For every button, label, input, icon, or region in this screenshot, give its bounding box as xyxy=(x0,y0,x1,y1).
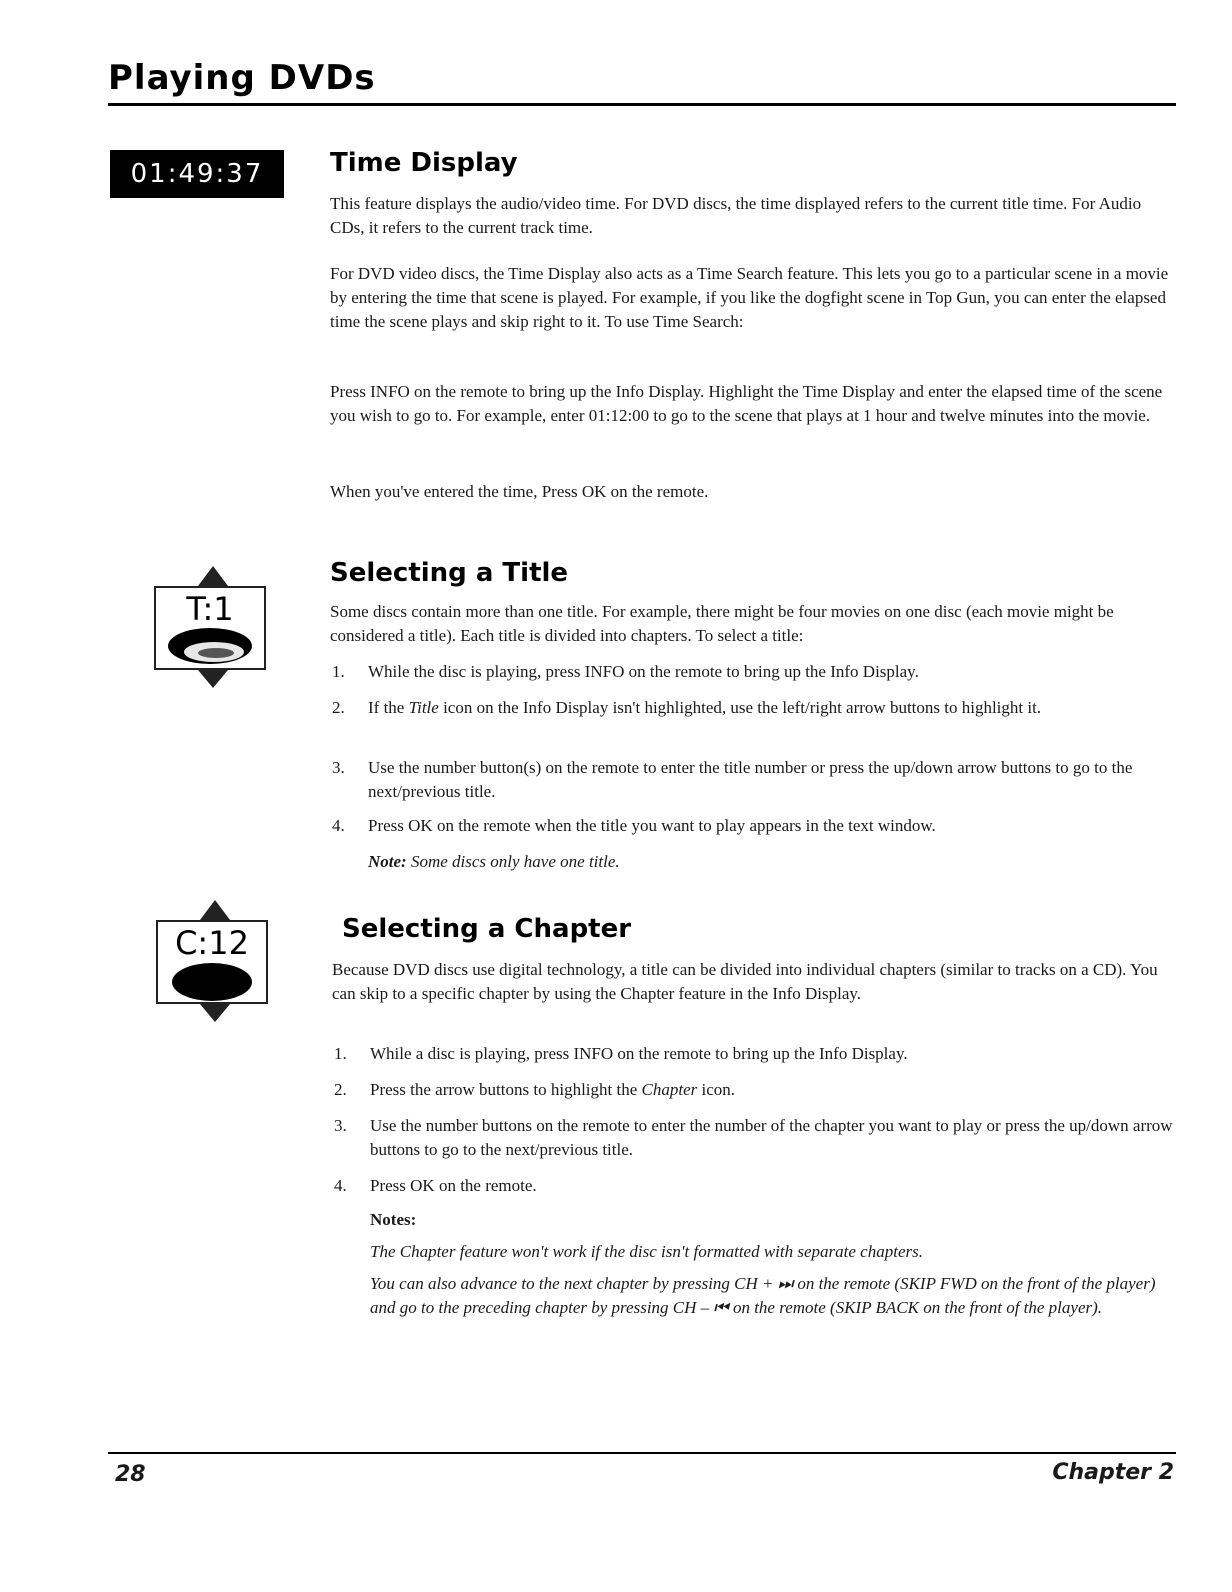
footer-rule xyxy=(108,1452,1176,1454)
list-number: 4. xyxy=(332,816,345,835)
list-item xyxy=(334,1042,1174,1066)
up-arrow-icon xyxy=(198,566,228,586)
list-text: Use the number button(s) on the remote to enter the title number or press the up/down arrow buttons to go to the next/previous title. xyxy=(368,758,1133,801)
title-heading: Selecting a Title xyxy=(330,558,569,588)
title-icon xyxy=(154,586,266,670)
page-title: Playing DVDs xyxy=(108,58,376,98)
chapter-note-2: You can also advance to the next chapter by pressing CH + ⏭ on the remote (SKIP FWD on the front of the player) and go to the preceding chapter by pressing CH – ⏮ on the remote (SKIP BACK on the front of the player). xyxy=(370,1274,1156,1317)
list-item xyxy=(334,1114,1184,1162)
down-arrow-icon xyxy=(198,670,228,688)
chapter-icon-label: C:12 xyxy=(175,924,249,962)
list-item xyxy=(332,756,1182,804)
chapter-label: Chapter 2 xyxy=(1052,1460,1174,1485)
time-display-p1: This feature displays the audio/video time. For DVD discs, the time displayed refers to the current title time. For Audio CDs, it refers to the current track time. xyxy=(330,194,1142,237)
list-item xyxy=(332,696,1172,744)
title-rule xyxy=(108,103,1176,106)
list-text: Press OK on the remote. xyxy=(370,1176,537,1195)
chapter-heading: Selecting a Chapter xyxy=(342,914,632,944)
title-intro: Some discs contain more than one title. For example, there might be four movies on one disc (each movie might be considered a title). Each title is divided into chapters. To select a title: xyxy=(330,602,1114,645)
notes-label: Notes: xyxy=(370,1210,417,1229)
time-readout: 01:49:37 xyxy=(110,150,284,198)
chapter-icon xyxy=(156,920,268,1004)
list-item xyxy=(334,1078,1174,1102)
down-arrow-icon xyxy=(200,1004,230,1022)
list-text: Press the arrow buttons to highlight the Chapter icon. xyxy=(370,1080,736,1099)
list-text: Press OK on the remote when the title you want to play appears in the text window. xyxy=(368,816,936,835)
list-item xyxy=(332,660,1172,684)
list-text: If the Title icon on the Info Display isn't highlighted, use the left/right arrow buttons to highlight it. xyxy=(368,698,1042,717)
list-number: 2. xyxy=(332,698,345,717)
list-number: 1. xyxy=(332,662,345,681)
chapter-intro: Because DVD discs use digital technology, a title can be divided into individual chapters (similar to tracks on a CD). You can skip to a specific chapter by using the Chapter feature in the Info Display. xyxy=(332,960,1158,1003)
list-number: 1. xyxy=(334,1044,347,1063)
list-text: While a disc is playing, press INFO on the remote to bring up the Info Display. xyxy=(370,1044,908,1063)
list-number: 3. xyxy=(332,758,345,777)
time-display-p2: For DVD video discs, the Time Display also acts as a Time Search feature. This lets you go to a particular scene in a movie by entering the time that scene is played. For example, if you like the dogfight scene in Top Gun, you can enter the elapsed time the scene plays and skip right to it. To use Time Search: xyxy=(330,264,1169,331)
list-text: While the disc is playing, press INFO on the remote to bring up the Info Display. xyxy=(368,662,919,681)
disc-icon xyxy=(166,628,254,668)
list-number: 4. xyxy=(334,1176,347,1195)
list-item xyxy=(334,1174,1174,1198)
up-arrow-icon xyxy=(200,900,230,920)
list-text: Use the number buttons on the remote to enter the number of the chapter you want to play or press the up/down arrow buttons to go to the next/previous title. xyxy=(370,1116,1173,1159)
list-number: 2. xyxy=(334,1080,347,1099)
time-display-p3: Press INFO on the remote to bring up the Info Display. Highlight the Time Display and enter the elapsed time of the scene you wish to go to. For example, enter 01:12:00 to go to the scene that plays at 1 hour and twelve minutes into the movie. xyxy=(330,382,1163,425)
chapter-note-1: The Chapter feature won't work if the disc isn't formatted with separate chapters. xyxy=(370,1242,923,1261)
page-number: 28 xyxy=(115,1462,146,1487)
time-display-p4: When you've entered the time, Press OK on the remote. xyxy=(330,482,709,501)
time-display-heading: Time Display xyxy=(330,148,518,178)
list-number: 3. xyxy=(334,1116,347,1135)
disc-icon xyxy=(168,962,256,1002)
title-note: Note: Some discs only have one title. xyxy=(368,852,620,871)
list-item xyxy=(332,814,1172,838)
title-icon-label: T:1 xyxy=(186,590,234,628)
